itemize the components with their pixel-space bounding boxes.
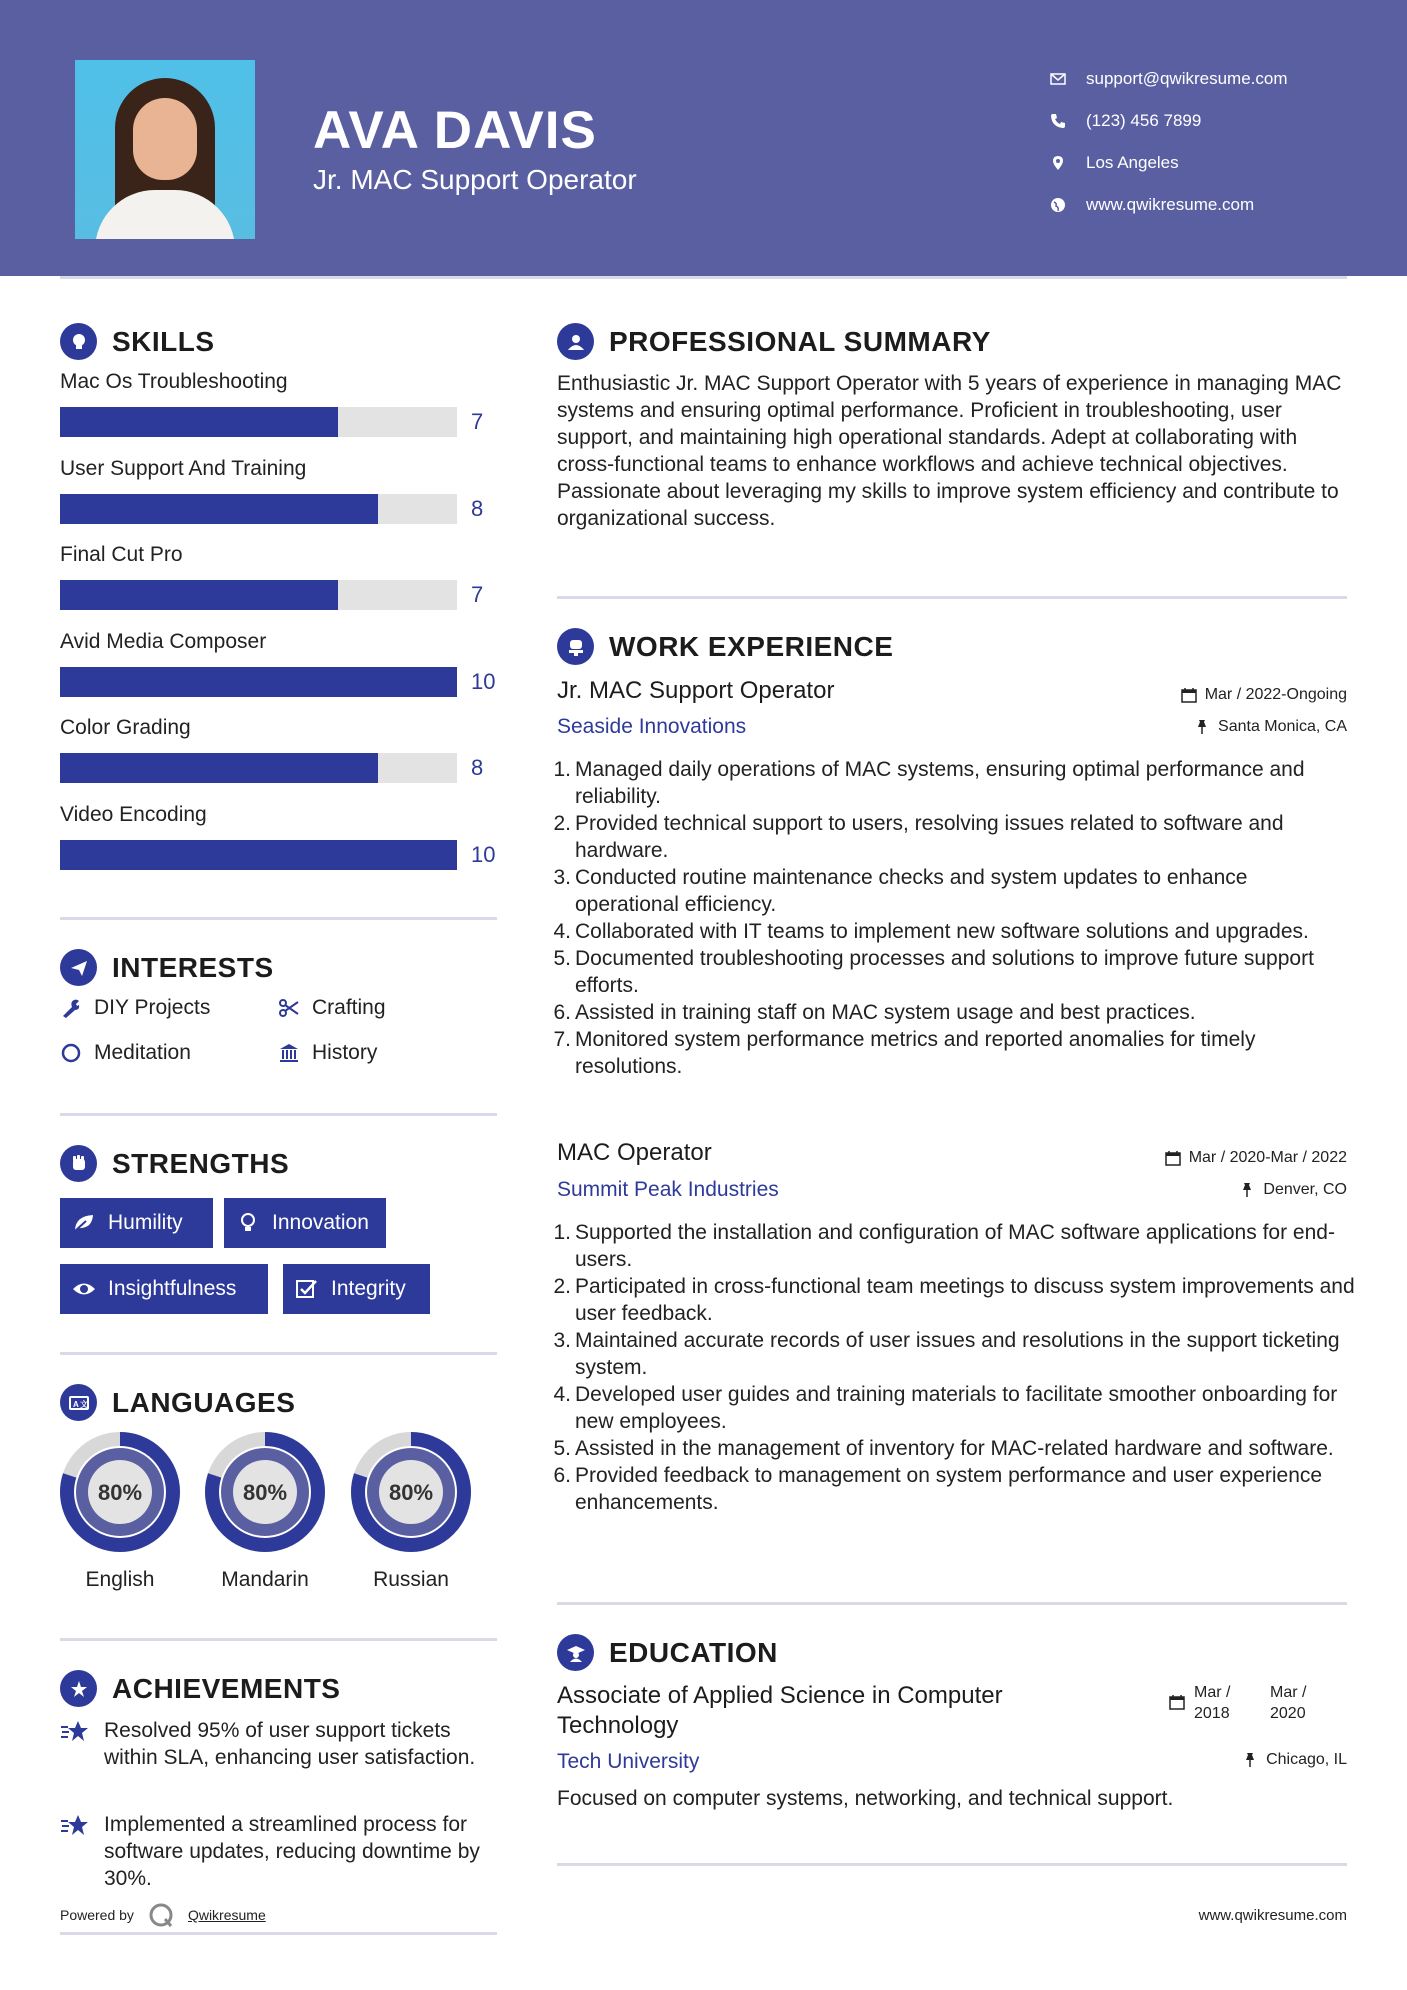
job-date: Mar / 2022-Ongoing [1181,686,1347,704]
interest-meditation: Meditation [60,1041,191,1065]
skill-label: Mac Os Troubleshooting [60,370,288,393]
job-bullet [553,1435,1357,1462]
job-bullet [553,864,1357,918]
check-square-icon [295,1278,319,1300]
user-icon [557,323,594,360]
header-divider [60,276,1347,279]
contact-location: Los Angeles [1050,142,1288,184]
language-percent: 80% [388,1480,434,1505]
calendar-icon [1169,1694,1185,1710]
skill-label: Final Cut Pro [60,543,183,566]
lightbulb-icon [236,1212,260,1234]
qwikresume-link[interactable]: Qwikresume [187,1907,266,1923]
bullet-number: 1. [553,758,571,781]
skills-divider [60,917,497,920]
language-icon [60,1384,97,1421]
summary-heading: PROFESSIONAL SUMMARY [557,323,991,360]
summary-divider [557,596,1347,599]
skills-heading: SKILLS [60,323,215,360]
bullet-number: 5. [553,947,571,970]
job-location: Denver, CO [1239,1181,1347,1199]
bullet-text: Collaborated with IT teams to implement new software solutions and upgrades. [575,920,1309,943]
leaf-icon [72,1212,96,1234]
paper-plane-icon [60,949,97,986]
bullet-number: 6. [553,1001,571,1024]
globe-icon [1050,197,1086,213]
footer-website-link[interactable]: www.qwikresume.com [1198,1907,1347,1924]
phone-icon [1050,113,1086,129]
bullet-text: Conducted routine maintenance checks and system updates to enhance operational efficiency. [575,866,1248,916]
bullet-number: 7. [553,1028,571,1051]
skill-bar [60,667,457,697]
education-start-date: Mar / 2018 [1194,1684,1231,1722]
strength-innovation: Innovation [224,1198,386,1248]
job-bullet [553,810,1357,864]
contact-block [1050,58,1288,226]
calendar-icon [1181,687,1197,703]
language-ring [59,1431,181,1558]
graduate-icon [557,1634,594,1671]
skill-score: 8 [471,495,484,521]
circle-icon [60,1042,82,1064]
museum-icon [278,1042,300,1064]
job-bullet [553,1219,1357,1273]
language-percent: 80% [97,1480,143,1505]
bullet-text: Managed daily operations of MAC systems, ensuring optimal performance and reliability. [575,758,1305,808]
language-label: English [85,1568,155,1591]
fist-icon [60,1145,97,1182]
strengths-divider [60,1352,497,1355]
skill-bar [60,494,457,524]
experience-divider [557,1602,1347,1605]
bullet-number: 4. [553,1383,571,1406]
job-date: Mar / 2020-Mar / 2022 [1165,1149,1347,1167]
skill-bar-fill [60,753,378,783]
summary-text: Enthusiastic Jr. MAC Support Operator with 5 years of experience in managing MAC systems and ensuring optimal performance. Proficient in troubleshooting, user support, and maintaining high operational standards. Adept at collaborating with cross-functional teams to enhance workflows and achieve technical objectives. Passionate about leveraging my skills to improve system efficiency and contribute to organizational success. [557,372,1342,530]
job-bullet [553,1273,1357,1327]
education-heading: EDUCATION [557,1634,778,1671]
skill-score: 7 [471,409,484,434]
skill-bar-fill [60,667,457,697]
pin-icon [1239,1182,1255,1198]
bullet-number: 4. [553,920,571,943]
interests-heading: INTERESTS [60,949,274,986]
job-bullet [553,1327,1357,1381]
achievement-item: Resolved 95% of user support tickets within SLA, enhancing user satisfaction. [60,1717,500,1771]
strengths-heading: STRENGTHS [60,1145,289,1182]
achievement-item: Implemented a streamlined process for software updates, reducing downtime by 30%. [60,1811,500,1892]
bullet-text: Maintained accurate records of user issues and resolutions in the support ticketing system. [575,1329,1340,1379]
bullet-text: Participated in cross-functional team meetings to discuss system improvements and user feedback. [575,1275,1355,1325]
left-footer-divider [60,1932,497,1935]
skill-bar-fill [60,494,378,524]
strength-integrity: Integrity [283,1264,430,1314]
bullet-text: Developed user guides and training materials to facilitate smoother onboarding for new employees. [575,1383,1338,1433]
svg-text:A: A [72,1399,79,1409]
job-bullet [553,945,1357,999]
star-icon [60,1719,90,1745]
lightbulb-icon [60,323,97,360]
envelope-icon [1050,71,1086,87]
interest-crafting: Crafting [278,996,386,1020]
job-responsibilities [553,756,1357,1080]
eye-icon [72,1278,96,1300]
job-location: Santa Monica, CA [1194,718,1347,736]
bullet-text: Provided technical support to users, resolving issues related to software and hardware. [575,812,1284,862]
strength-humility: Humility [60,1198,213,1248]
bullet-number: 2. [553,1275,571,1298]
candidate-name: AVA DAVIS [313,101,597,160]
education-description: Focused on computer systems, networking, and technical support. [557,1787,1174,1810]
education-divider [557,1863,1347,1866]
job-title: MAC Operator [557,1139,712,1166]
job-bullet [553,1462,1357,1516]
job-bullet [553,1381,1357,1435]
bullet-number: 2. [553,812,571,835]
pin-icon [1194,719,1210,735]
skill-score: 10 [471,841,496,867]
skill-score: 10 [471,668,496,694]
language-label: Mandarin [221,1568,309,1591]
bullet-number: 3. [553,866,571,889]
job-bullet [553,999,1357,1026]
skill-bar-fill [60,840,457,870]
powered-by: Powered by Qwikresume [60,1902,266,1928]
job-bullet [553,1026,1357,1080]
company-name: Seaside Innovations [557,715,747,738]
qwikresume-logo-icon [148,1902,174,1928]
bullet-number: 5. [553,1437,571,1460]
bullet-text: Assisted in training staff on MAC system usage and best practices. [575,1001,1196,1024]
svg-text:文: 文 [79,1399,88,1409]
education-location: Chicago, IL [1242,1751,1347,1769]
star-icon [60,1813,90,1839]
language-ring [350,1431,472,1558]
skill-bar-fill [60,580,338,610]
bullet-text: Supported the installation and configuration of MAC software applications for end-users. [575,1221,1335,1271]
map-pin-icon [1050,155,1086,171]
achievements-heading: ACHIEVEMENTS [60,1670,340,1707]
bullet-text: Provided feedback to management on system performance and user experience enhancements. [575,1464,1323,1514]
education-end-date: Mar / 2020 [1270,1684,1307,1722]
contact-website[interactable]: www.qwikresume.com [1050,184,1288,226]
pin-icon [1242,1752,1258,1768]
strength-insightfulness: Insightfulness [60,1264,268,1314]
job-bullet [553,918,1357,945]
school-name: Tech University [557,1750,700,1773]
languages-divider [60,1638,497,1641]
degree-title: Associate of Applied Science in Computer Technology [557,1682,1003,1739]
company-name: Summit Peak Industries [557,1178,779,1201]
skill-score: 7 [471,582,484,607]
bullet-text: Monitored system performance metrics and reported anomalies for timely resolutions. [575,1028,1256,1078]
contact-phone[interactable]: (123) 456 7899 [1050,100,1288,142]
candidate-title: Jr. MAC Support Operator [313,164,637,195]
skill-bar-fill [60,407,338,437]
interest-history: History [278,1041,377,1065]
skill-score: 8 [471,755,484,780]
interests-divider [60,1113,497,1116]
skill-bar [60,840,457,870]
contact-email[interactable]: support@qwikresume.com [1050,58,1288,100]
star-badge-icon [60,1670,97,1707]
calendar-icon [1165,1150,1181,1166]
resume-header [0,0,1407,276]
bullet-number: 1. [553,1221,571,1244]
interest-diy-projects: DIY Projects [60,996,210,1020]
bullet-number: 3. [553,1329,571,1352]
briefcase-icon [557,628,594,665]
language-percent: 80% [242,1480,288,1505]
language-ring [204,1431,326,1558]
wrench-icon [60,997,82,1019]
job-title: Jr. MAC Support Operator [557,677,835,704]
bullet-text: Assisted in the management of inventory for MAC-related hardware and software. [575,1437,1334,1460]
bullet-text: Documented troubleshooting processes and solutions to improve future support efforts. [575,947,1314,997]
languages-heading: A 文 LANGUAGES [60,1384,295,1421]
skill-bar [60,753,457,783]
bullet-number: 6. [553,1464,571,1487]
scissors-icon [278,997,300,1019]
profile-photo [75,60,255,239]
job-bullet [553,756,1357,810]
language-label: Russian [373,1568,449,1591]
job-responsibilities [553,1219,1357,1516]
skill-label: Color Grading [60,716,191,739]
experience-heading: WORK EXPERIENCE [557,628,893,665]
skill-bar [60,407,457,437]
skill-label: Video Encoding [60,802,207,826]
skill-bar [60,580,457,610]
skill-label: Avid Media Composer [60,629,267,653]
skill-label: User Support And Training [60,456,307,480]
